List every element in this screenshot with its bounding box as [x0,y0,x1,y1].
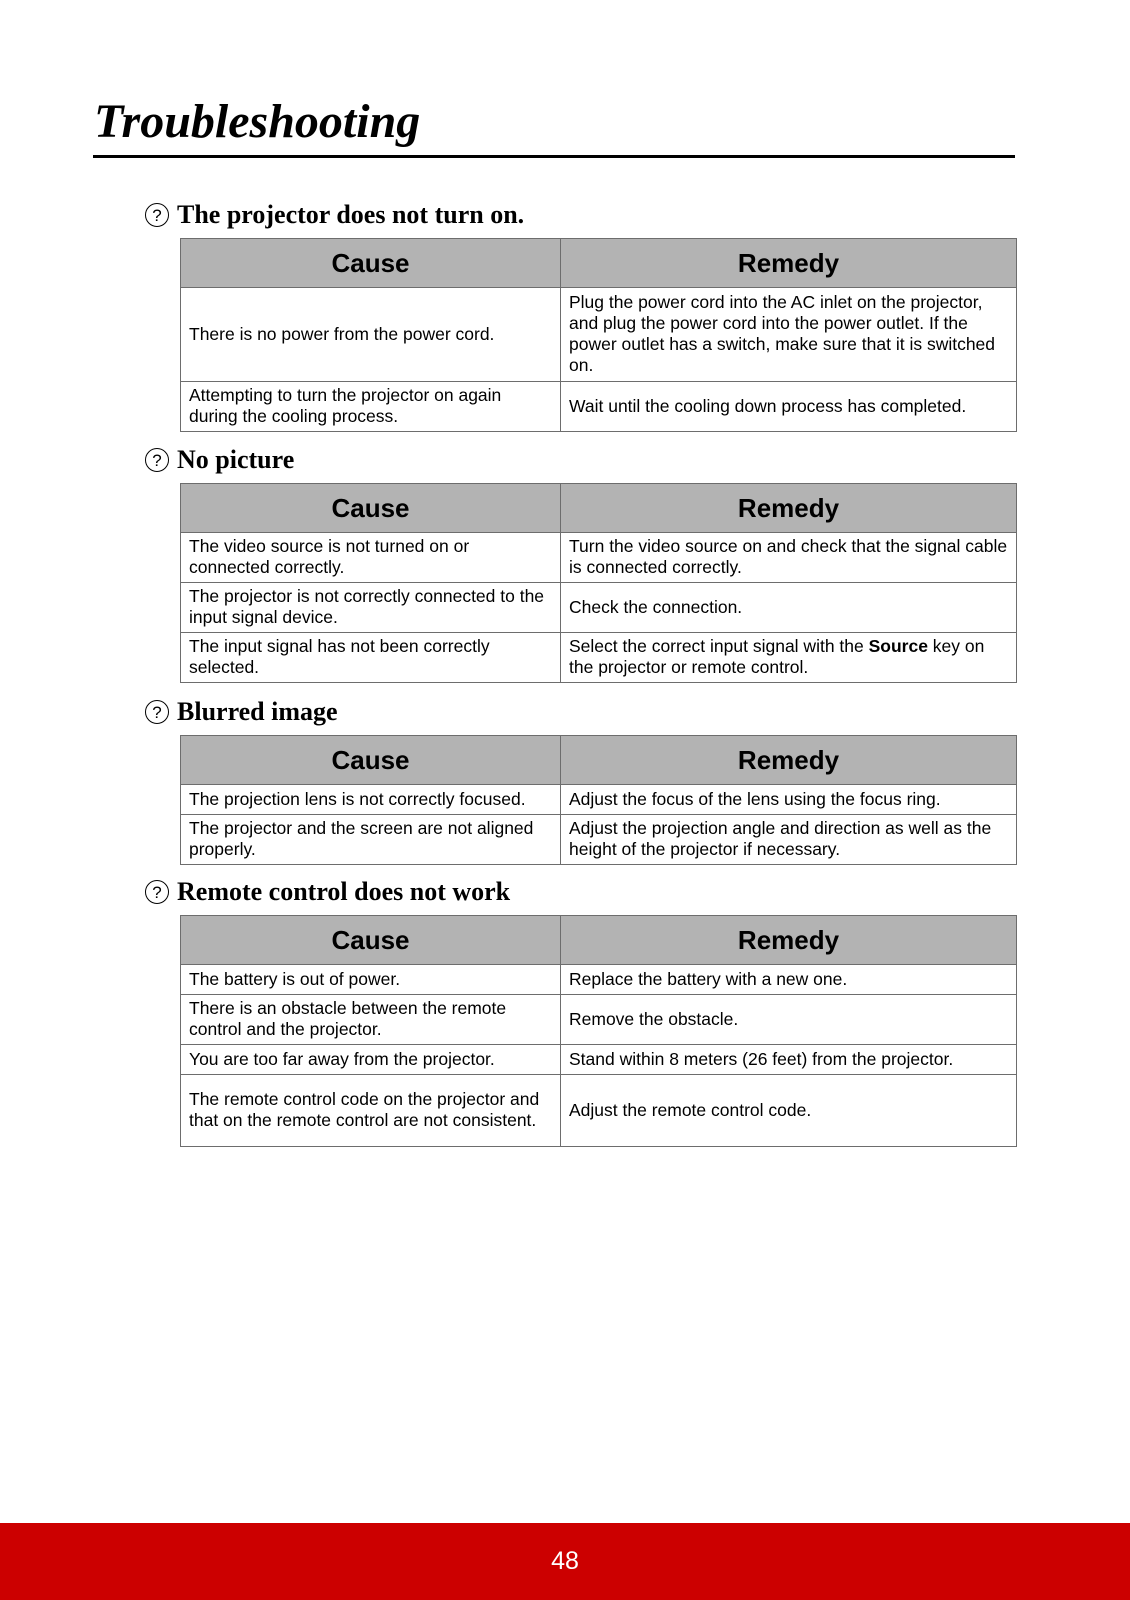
cause-cell: Attempting to turn the projector on again during the cooling process. [181,382,561,432]
cause-cell: There is an obstacle between the remote control and the projector. [181,995,561,1045]
remedy-header: Remedy [561,736,1017,785]
cause-cell: The battery is out of power. [181,965,561,995]
cause-cell: The projection lens is not correctly focused. [181,785,561,815]
troubleshooting-table [180,735,1017,865]
cause-cell: The projector and the screen are not aligned properly. [181,815,561,865]
cause-cell: There is no power from the power cord. [181,288,561,382]
remedy-cell: Remove the obstacle. [561,995,1017,1045]
table-header-row [181,484,1017,533]
page-title: Troubleshooting [94,95,421,148]
cause-header: Cause [181,239,561,288]
remedy-cell: Stand within 8 meters (26 feet) from the projector. [561,1045,1017,1075]
cause-cell: The input signal has not been correctly selected. [181,633,561,683]
table-row [181,785,1017,815]
remedy-cell [561,633,1017,683]
section-no-picture [144,443,1016,683]
table-row [181,965,1017,995]
table-row [181,288,1017,382]
section-heading-text: Blurred image [177,697,338,726]
remedy-header: Remedy [561,239,1017,288]
remedy-text: Select the correct input signal with the [569,636,869,656]
cause-cell: The video source is not turned on or connected correctly. [181,533,561,583]
troubleshooting-table [180,915,1017,1147]
section-heading [144,198,1016,232]
table-row [181,995,1017,1045]
section-heading [144,875,1016,909]
page-number: 48 [551,1547,579,1575]
remedy-cell: Adjust the remote control code. [561,1075,1017,1147]
remedy-cell: Plug the power cord into the AC inlet on the projector, and plug the power cord into the power outlet. If the power outlet has a switch, make sure that it is switched on. [561,288,1017,382]
cause-header: Cause [181,484,561,533]
section-heading-text: Remote control does not work [177,877,511,906]
section-heading [144,695,1016,729]
remedy-cell: Adjust the focus of the lens using the focus ring. [561,785,1017,815]
question-circle-icon: ? [145,448,169,472]
cause-header: Cause [181,736,561,785]
table-row [181,633,1017,683]
title-divider [93,155,1015,158]
section-blurred-image [144,695,1016,865]
remedy-cell: Turn the video source on and check that the signal cable is connected correctly. [561,533,1017,583]
source-key-label: Source [868,636,928,656]
section-no-power [144,198,1016,432]
section-heading-text: The projector does not turn on. [177,200,525,229]
table-row [181,1075,1017,1147]
troubleshooting-table [180,483,1017,683]
cause-cell: The remote control code on the projector and that on the remote control are not consistent. [181,1075,561,1147]
remedy-header: Remedy [561,916,1017,965]
cause-cell: The projector is not correctly connected to the input signal device. [181,583,561,633]
table-row [181,815,1017,865]
remedy-cell: Adjust the projection angle and direction as well as the height of the projector if necessary. [561,815,1017,865]
table-row [181,1045,1017,1075]
remedy-cell: Wait until the cooling down process has completed. [561,382,1017,432]
remedy-text: key on the projector or remote control. [569,636,985,677]
cause-cell: You are too far away from the projector. [181,1045,561,1075]
question-circle-icon: ? [145,880,169,904]
table-header-row [181,916,1017,965]
table-header-row [181,736,1017,785]
table-row [181,533,1017,583]
section-remote-control [144,875,1016,1147]
troubleshooting-table [180,238,1017,432]
question-circle-icon: ? [145,203,169,227]
remedy-header: Remedy [561,484,1017,533]
section-heading-text: No picture [177,445,295,474]
question-circle-icon: ? [145,700,169,724]
table-row [181,382,1017,432]
cause-header: Cause [181,916,561,965]
remedy-cell: Replace the battery with a new one. [561,965,1017,995]
section-heading [144,443,1016,477]
page-footer [0,1523,1130,1600]
table-row [181,583,1017,633]
remedy-cell: Check the connection. [561,583,1017,633]
table-header-row [181,239,1017,288]
